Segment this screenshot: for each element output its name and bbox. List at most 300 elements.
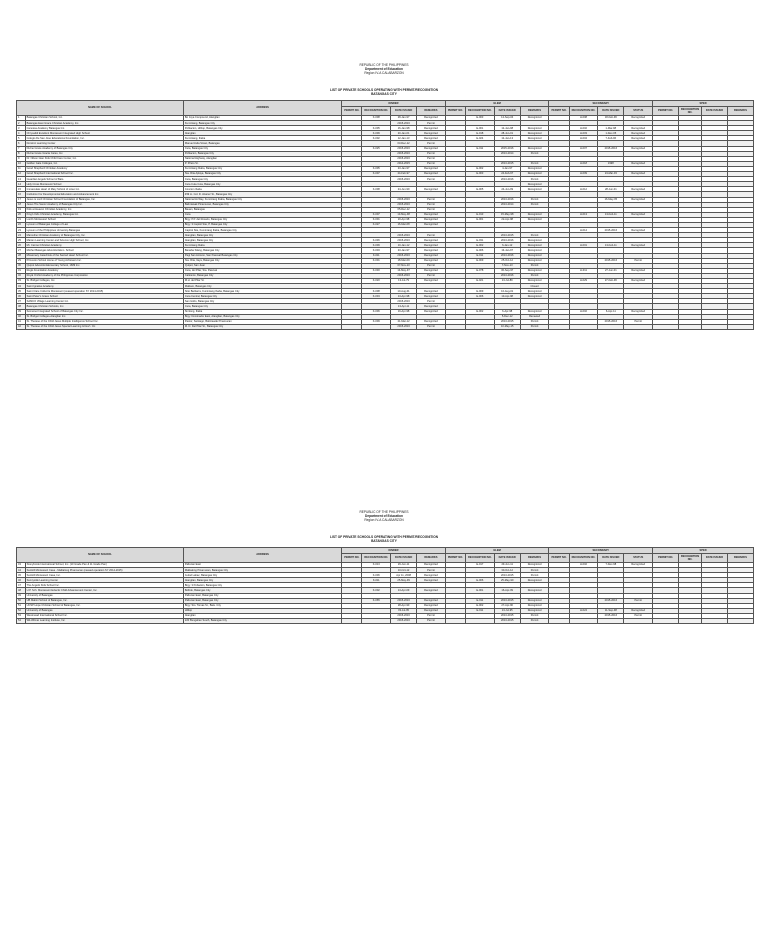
- row-cell: [342, 619, 362, 624]
- row-number: 40: [17, 314, 26, 319]
- school-address: M. D. Del Pilar St., Batangas City: [183, 324, 341, 329]
- school-address: Pallocan East, Batangas City: [183, 593, 341, 598]
- row-cell: Recognized: [417, 212, 446, 217]
- row-cell: E-005: [465, 187, 494, 192]
- col-sub: RECOGNITION NO.: [569, 107, 598, 116]
- row-cell: H-024: [569, 608, 598, 613]
- row-number: 35: [17, 289, 26, 294]
- row-cell: 2015-2016: [598, 146, 624, 151]
- row-cell: H-003: [569, 131, 598, 136]
- title-line1: LIST OF PRIVATE SCHOOLS OPERATING WITH PERMIT/RECOGNITION: [329, 535, 439, 539]
- row-cell: 10-May-15: [494, 324, 520, 329]
- row-cell: 2013-2016: [494, 177, 520, 182]
- row-cell: 27-Apr-90: [494, 603, 520, 608]
- row-cell: Recognized: [417, 289, 446, 294]
- row-number: 37: [17, 299, 26, 304]
- col-group-elem: ELEM: [445, 548, 549, 554]
- row-cell: 2013-2015: [494, 619, 520, 624]
- row-cell: Recognized: [417, 598, 446, 603]
- department-text: Department of Education: [365, 67, 403, 71]
- row-number: 21: [17, 217, 26, 222]
- row-cell: 13-Apr-98: [494, 294, 520, 299]
- col-sub: PERMIT NO.: [342, 554, 362, 563]
- row-cell: Recognized: [520, 294, 549, 299]
- row-cell: 2015-2016: [391, 324, 417, 329]
- school-address: Alangilan, Batangas City: [183, 233, 341, 238]
- school-name: Good Shepherd Christian Academy: [25, 166, 183, 171]
- row-cell: Recognized: [520, 588, 549, 593]
- col-sub: REMARKS: [520, 107, 549, 116]
- row-number: 43: [17, 563, 26, 568]
- row-number: 1: [17, 116, 26, 121]
- row-cell: Recognized: [520, 126, 549, 131]
- row-cell: Recognized: [520, 136, 549, 141]
- row-number: 11: [17, 166, 26, 171]
- school-name: Westmead International School Inc.: [25, 613, 183, 618]
- row-cell: Recognized: [417, 172, 446, 177]
- row-cell: K-030: [362, 268, 391, 273]
- row-number: 34: [17, 284, 26, 289]
- col-group-sped: SPED: [653, 548, 754, 554]
- row-cell: Recognized: [417, 248, 446, 253]
- row-cell: Permit: [520, 233, 549, 238]
- row-number: 28: [17, 253, 26, 258]
- row-cell: H-004: [569, 136, 598, 141]
- row-cell: 6-Apr-11: [598, 309, 624, 314]
- row-cell: K-013: [362, 563, 391, 568]
- row-cell: Recognized: [417, 166, 446, 171]
- col-sub: DATE ISSUED: [494, 107, 520, 116]
- row-cell: K-011: [362, 578, 391, 583]
- row-cell: 12-Sep-04: [494, 116, 520, 121]
- row-number: 19: [17, 207, 26, 212]
- school-name: Canossa Academy Batangas Inc.: [25, 126, 183, 131]
- row-cell: 7-Dec-98: [598, 563, 624, 568]
- row-cell: K-007: [362, 212, 391, 217]
- row-number: 33: [17, 279, 26, 284]
- row-cell: Permit: [624, 598, 653, 603]
- row-cell: 16-Apr-98: [391, 309, 417, 314]
- school-name: SunHill Montessori Casa, Inc.: [25, 573, 183, 578]
- row-number: 6: [17, 141, 26, 146]
- school-address: Pastor, Santiago, Balintawak Pinamucan: [183, 319, 341, 324]
- row-cell: Recognized: [417, 309, 446, 314]
- row-cell: 13-Feb-11: [598, 212, 624, 217]
- row-cell: E-001: [465, 126, 494, 131]
- school-name: St. Therese of the Child Jesus Multiple Intelligence School Inc.: [25, 319, 183, 324]
- row-cell: Recognized: [624, 243, 653, 248]
- row-cell: 13-Apr-98: [391, 294, 417, 299]
- row-cell: Permit: [520, 613, 549, 618]
- row-cell: 2015-2016: [391, 299, 417, 304]
- row-number: 41: [17, 319, 26, 324]
- row-cell: 1998: [598, 161, 624, 166]
- row-cell: Permit: [520, 319, 549, 324]
- row-number: 26: [17, 243, 26, 248]
- col-group-kinder: KINDER: [342, 101, 446, 107]
- row-number: 44: [17, 568, 26, 573]
- title-line2: BATANGAS CITY: [371, 539, 397, 543]
- school-address: Sitio Barbarra, Kumintang Ibaba, Batangas City: [183, 289, 341, 294]
- col-sub: RECOGNITION NO.: [362, 554, 391, 563]
- row-cell: 20-Jan-01: [391, 131, 417, 136]
- row-cell: Permit: [417, 613, 446, 618]
- school-address: Brgy. P.P. del Rosario, Batangas City: [183, 217, 341, 222]
- row-cell: [362, 619, 391, 624]
- row-cell: Recognized: [417, 294, 446, 299]
- page2-title: [0, 535, 768, 543]
- col-sub: DATE ISSUED: [702, 107, 728, 116]
- row-cell: 2015-2016: [391, 156, 417, 161]
- school-address: Poblacion, Hilltop, Batangas City: [183, 126, 341, 131]
- school-name: Chrysalidi Excellent Montessori Integrated High School: [25, 131, 183, 136]
- row-cell: 10-Oct-12: [391, 568, 417, 573]
- row-cell: H-018: [569, 161, 598, 166]
- row-cell: Recognized: [520, 172, 549, 177]
- row-number: 45: [17, 573, 26, 578]
- row-cell: Recognized: [417, 268, 446, 273]
- school-address: National Hi-Way, Kumintang Ibaba, Batangas City: [183, 197, 341, 202]
- row-number: 27: [17, 248, 26, 253]
- school-address: Bo Joya Compound, Alangilan: [183, 116, 341, 121]
- row-cell: Recognized: [520, 131, 549, 136]
- row-number: 42: [17, 324, 26, 329]
- row-cell: 11-Sep-98: [598, 608, 624, 613]
- row-cell: Permit: [520, 197, 549, 202]
- school-address: Cuta, Batangas City: [183, 146, 341, 151]
- row-number: 31: [17, 268, 26, 273]
- row-cell: 16-Mar-08: [391, 222, 417, 227]
- row-cell: 21-Mar-12: [391, 319, 417, 324]
- col-sub: PERMIT NO.: [653, 107, 679, 116]
- row-cell: [624, 619, 653, 624]
- row-cell: H-014: [569, 228, 598, 233]
- row-cell: K-008: [362, 187, 391, 192]
- col-address: ADDRESS: [183, 101, 341, 116]
- school-address: Poblacion, Batangas City: [183, 151, 341, 156]
- row-cell: Recognized: [520, 279, 549, 284]
- row-cell: Permit: [417, 177, 446, 182]
- school-name: Golden Gate Colleges, Inc.: [25, 161, 183, 166]
- row-cell: Recognized: [520, 258, 549, 263]
- col-sub: REMARKS: [727, 554, 753, 563]
- row-cell: 16-Jan-98: [391, 126, 417, 131]
- row-cell: E-003: [465, 172, 494, 177]
- row-cell: 7-Nov-13: [494, 263, 520, 268]
- row-cell: 2013-2014: [494, 151, 520, 156]
- row-number: 46: [17, 578, 26, 583]
- school-name: Batangas East Grace Christian Academy, Inc.: [25, 121, 183, 126]
- row-cell: 2015-2016: [391, 598, 417, 603]
- row-cell: K-008: [362, 116, 391, 121]
- row-cell: Recognized: [624, 608, 653, 613]
- row-cell: E-006: [465, 294, 494, 299]
- row-cell: Permit: [417, 568, 446, 573]
- school-name: Somerset Integrated School of Batangas City Inc.: [25, 309, 183, 314]
- school-name: Immaculate Heart of Mary School of Liceo Inc.: [25, 187, 183, 192]
- row-cell: 7-Feb-96: [598, 136, 624, 141]
- row-cell: E-011: [465, 608, 494, 613]
- row-cell: 07-Nov-13: [391, 263, 417, 268]
- row-cell: [598, 619, 624, 624]
- row-cell: 2015-2016: [391, 233, 417, 238]
- row-cell: 2013-2015: [494, 573, 520, 578]
- row-cell: 27-Feb-96: [598, 279, 624, 284]
- school-address: Concion Ibaba: [183, 187, 341, 192]
- school-name: Institution For Developmental Education and Advancement Inc.: [25, 192, 183, 197]
- school-name: Good Shepherd International School Inc.: [25, 172, 183, 177]
- row-cell: 28-Apr-90: [391, 603, 417, 608]
- row-cell: 2013-2016: [494, 197, 520, 202]
- row-cell: K-002: [362, 588, 391, 593]
- row-cell: [727, 324, 753, 329]
- school-name: Regis Foundation Academy: [25, 268, 183, 273]
- row-cell: 24-Feb-97: [494, 172, 520, 177]
- col-sub: PERMIT NO.: [445, 554, 465, 563]
- row-cell: Recognized: [624, 309, 653, 314]
- school-name: Divine Grace Gracia Cares, Inc.: [25, 151, 183, 156]
- row-cell: Recognized: [520, 182, 549, 187]
- col-group-elem: ELEM: [445, 101, 549, 107]
- col-sub: PERMIT NO.: [445, 107, 465, 116]
- row-cell: 1-Mar-98: [598, 126, 624, 131]
- row-cell: H-013: [569, 212, 598, 217]
- row-cell: H-011: [569, 268, 598, 273]
- row-number: 9: [17, 156, 26, 161]
- row-cell: 13-Feb-11: [598, 243, 624, 248]
- row-cell: 03-Jul-95: [391, 608, 417, 613]
- school-address: San Isidro, Batangas City: [183, 299, 341, 304]
- row-cell: E-024: [465, 136, 494, 141]
- row-cell: H-008: [569, 116, 598, 121]
- col-sub: RECOGNITION NO.: [465, 107, 494, 116]
- school-address: Sta. Rita, Ilaya, Batangas City: [183, 258, 341, 263]
- row-cell: Recognized: [417, 603, 446, 608]
- row-cell: K-036: [362, 238, 391, 243]
- row-cell: K-006: [362, 573, 391, 578]
- row-cell: 2015-2016: [598, 228, 624, 233]
- row-cell: Recognized: [624, 197, 653, 202]
- row-cell: 2014-2015: [391, 161, 417, 166]
- row-cell: 2013-2015: [494, 598, 520, 603]
- row-cell: Recognized: [417, 588, 446, 593]
- school-address: Kumintang, Ibaba: [183, 136, 341, 141]
- row-cell: 27-Jun-01: [598, 268, 624, 273]
- school-address: Bauan, Batangas: [183, 207, 341, 212]
- school-name: Quipot Adventist Elementary School, 1689 Inc.: [25, 263, 183, 268]
- row-cell: 25-Oct-12: [494, 258, 520, 263]
- row-number: 47: [17, 583, 26, 588]
- school-address: Balintawak Pinamucan, Batangas City: [183, 202, 341, 207]
- col-sub: DATE ISSUED: [598, 554, 624, 563]
- row-cell: Recognized: [520, 217, 549, 222]
- row-cell: Recognized: [417, 279, 446, 284]
- school-address: Cuta, Batangas City: [183, 177, 341, 182]
- school-name: Dominic Learning Center: [25, 141, 183, 146]
- row-cell: Recognized: [520, 268, 549, 273]
- row-number: 10: [17, 161, 26, 166]
- row-cell: K-005: [362, 166, 391, 171]
- school-name: Mt. Carmel Christian Academy: [25, 243, 183, 248]
- row-cell: 05-Dec-12: [391, 207, 417, 212]
- row-cell: 2015-2016: [494, 146, 520, 151]
- row-cell: 2015-2016: [391, 238, 417, 243]
- row-cell: Permit: [417, 121, 446, 126]
- school-address: M.H. del Pilar St.: [183, 279, 341, 284]
- row-cell: Recognized: [624, 228, 653, 233]
- col-sub: RECOGNITION NO.: [465, 554, 494, 563]
- col-sub: RECOGNITION NO.: [679, 107, 702, 116]
- row-cell: E-002: [465, 166, 494, 171]
- row-cell: 13-Apr-11: [391, 304, 417, 309]
- row-cell: 13-Jul-95: [494, 608, 520, 613]
- row-cell: E-006: [465, 578, 494, 583]
- row-number: 23: [17, 228, 26, 233]
- row-cell: 2015-2016: [391, 177, 417, 182]
- school-address: Pallocan East: [183, 563, 341, 568]
- row-cell: Permit: [520, 161, 549, 166]
- col-sub: DATE ISSUED: [391, 554, 417, 563]
- school-address: Malitalong Pinamucan, Batangas City: [183, 568, 341, 573]
- row-cell: E-003: [465, 116, 494, 121]
- row-cell: [569, 619, 598, 624]
- row-number: 50: [17, 598, 26, 603]
- school-address: Manuel Avila Street, Batangas: [183, 141, 341, 146]
- row-cell: Permit: [624, 258, 653, 263]
- row-number: 49: [17, 593, 26, 598]
- row-cell: Permit: [417, 619, 446, 624]
- page1-header: [0, 63, 768, 75]
- row-cell: K-006: [362, 309, 391, 314]
- row-cell: K-004: [362, 294, 391, 299]
- school-name: St. Bridget Colleges-Alangilan Inc.: [25, 314, 183, 319]
- row-cell: Recognized: [417, 126, 446, 131]
- title-line2: BATANGAS CITY: [371, 92, 397, 96]
- school-address: Capitol Site, Kumintang Ibaba, Batangas City: [183, 228, 341, 233]
- row-cell: [598, 324, 624, 329]
- school-address: Brgy. Dominador East, Alangilan, Batangas City: [183, 314, 341, 319]
- row-cell: Recognized: [520, 187, 549, 192]
- col-sub: RECOGNITION NO.: [362, 107, 391, 116]
- row-cell: Apr 11, 2008: [391, 573, 417, 578]
- col-sub: REMARKS: [417, 107, 446, 116]
- school-name: Jesus is Lord Christian School Foundation of Batangas, Inc.: [25, 197, 183, 202]
- row-cell: Recognized: [417, 187, 446, 192]
- school-name: U.P. Sch. Montessori Eclectic Child Advancement Center, Inc.: [25, 588, 183, 593]
- row-cell: 30-Sep-97: [494, 268, 520, 273]
- school-address: Sta. Rita Aplaya, Batangas City: [183, 172, 341, 177]
- row-cell: Recognized: [417, 319, 446, 324]
- row-cell: 16-Apr-09: [494, 588, 520, 593]
- school-name: Holy Cross Montessori School: [25, 182, 183, 187]
- row-cell: 13-May-98: [391, 212, 417, 217]
- row-cell: Recognized: [417, 608, 446, 613]
- school-address: Malitam, Batangas City: [183, 284, 341, 289]
- row-number: 29: [17, 258, 26, 263]
- school-name: SunHill Montessori Casa - Malitalong Pinamucan (ceased operation SY 2014-2015): [25, 568, 183, 573]
- row-number: 38: [17, 304, 26, 309]
- row-cell: Recognized: [520, 212, 549, 217]
- row-cell: 16-May-05: [598, 197, 624, 202]
- row-cell: 30-Oct-12: [494, 568, 520, 573]
- row-cell: 10-Aug-01: [494, 289, 520, 294]
- school-name: Kids at Heaven Christian Academy, Inc.: [25, 207, 183, 212]
- row-cell: 24-Feb-97: [391, 172, 417, 177]
- col-sub: RECOGNITION NO.: [569, 554, 598, 563]
- row-cell: Recognized: [624, 116, 653, 121]
- row-cell: [549, 619, 569, 624]
- col-sub: DATE ISSUED: [702, 554, 728, 563]
- school-address: 220 Bungahan South, Batangas City: [183, 619, 341, 624]
- row-cell: Recognized: [624, 161, 653, 166]
- row-cell: K-001: [362, 217, 391, 222]
- row-number: 36: [17, 294, 26, 299]
- school-name: Royal Orchid Academy of the Philippines Corporation: [25, 273, 183, 278]
- school-name: UB Mabini School of Batangas, Inc.: [25, 598, 183, 603]
- row-cell: Permit: [520, 619, 549, 624]
- republic-text: REPUBLIC OF THE PHILIPPINES: [359, 510, 409, 514]
- row-cell: [653, 619, 679, 624]
- row-cell: K-009: [362, 243, 391, 248]
- col-sub: PERMIT NO.: [549, 554, 569, 563]
- row-cell: K-020: [362, 279, 391, 284]
- row-number: 13: [17, 177, 26, 182]
- row-number: 53: [17, 613, 26, 618]
- school-address: Alangilan, Batangas City: [183, 578, 341, 583]
- row-cell: Recognized: [624, 563, 653, 568]
- row-cell: H-002: [569, 563, 598, 568]
- school-name: St. Therese of the Child Jesus Special Learning & Dev't. Ctr.: [25, 324, 183, 329]
- row-cell: Recognized: [417, 222, 446, 227]
- school-address: Pagi San Antonio, San Pascual Batangas City: [183, 253, 341, 258]
- school-address: Alangilan: [183, 131, 341, 136]
- school-name: Wil-Wilmar Learning Institute, Inc.: [25, 619, 183, 624]
- col-sub: DATE ISSUED: [391, 107, 417, 116]
- col-address: ADDRESS: [183, 548, 341, 563]
- row-cell: [445, 324, 465, 329]
- row-cell: 2013-2014: [494, 202, 520, 207]
- col-name: NAME OF SCHOOL: [17, 548, 184, 563]
- school-address: P. Prieto St.: [183, 161, 341, 166]
- row-cell: Closed: [520, 284, 549, 289]
- row-cell: Permit: [520, 568, 549, 573]
- row-cell: [465, 619, 494, 624]
- col-sub: STATUS: [624, 107, 653, 116]
- row-cell: Recognized: [417, 563, 446, 568]
- row-cell: Recognized: [520, 309, 549, 314]
- title-line1: LIST OF PRIVATE SCHOOLS OPERATING WITH PERMIT/RECOGNITION: [329, 88, 439, 92]
- school-name: Mother Batangas Adventist Elem. School: [25, 248, 183, 253]
- row-cell: 29-Jun-11: [391, 563, 417, 568]
- row-cell: E-078: [465, 268, 494, 273]
- row-number: 52: [17, 608, 26, 613]
- school-address: Calicanto, Batangas City: [183, 273, 341, 278]
- row-cell: H-007: [569, 146, 598, 151]
- row-cell: E-011: [465, 146, 494, 151]
- row-cell: H-002: [569, 126, 598, 131]
- col-group-sped: SPED: [653, 101, 754, 107]
- row-number: 2: [17, 121, 26, 126]
- row-number: 4: [17, 131, 26, 136]
- row-number: 8: [17, 151, 26, 156]
- school-name: Stonybrook International School, Inc. (10 Grade Pan & 11 Grade Pan): [25, 563, 183, 568]
- row-cell: 2015-2016: [391, 197, 417, 202]
- row-cell: Recognized: [624, 172, 653, 177]
- row-cell: Permit: [520, 573, 549, 578]
- row-cell: 2013-2015: [494, 161, 520, 166]
- row-number: 24: [17, 233, 26, 238]
- row-cell: Permit: [520, 151, 549, 156]
